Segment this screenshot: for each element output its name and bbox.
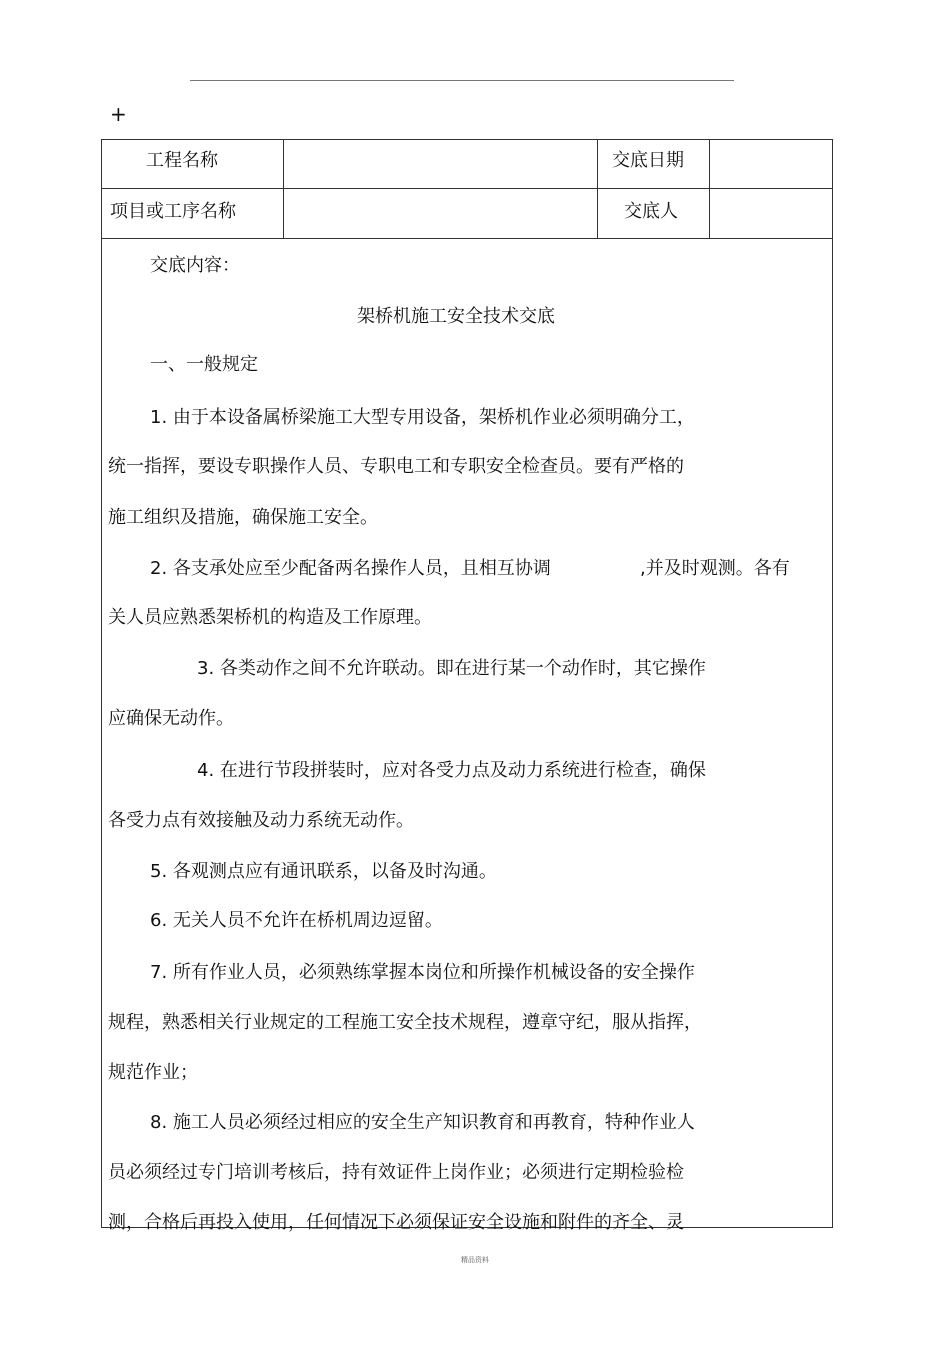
paragraph-line: 2. 各支承处应至少配备两名操作人员，且相互协调 <box>150 558 551 579</box>
paragraph-line: 7. 所有作业人员，必须熟练掌握本岗位和所操作机械设备的安全操作 <box>150 962 695 983</box>
paragraph-line: ,并及时观测。各有 <box>640 558 790 579</box>
paragraph-line: 关人员应熟悉架桥机的构造及工作原理。 <box>108 607 432 628</box>
process-name-label: 项目或工序名称 <box>110 201 236 222</box>
paragraph-line: 3. 各类动作之间不允许联动。即在进行某一个动作时，其它操作 <box>197 658 706 679</box>
paragraph-line: 4. 在进行节段拼装时，应对各受力点及动力系统进行检查，确保 <box>197 760 706 781</box>
paragraph-line: 各受力点有效接触及动力系统无动作。 <box>108 810 414 831</box>
paragraph-line: 施工组织及措施，确保施工安全。 <box>108 507 378 528</box>
paragraph-line: 统一指挥，要设专职操作人员、专职电工和专职安全检查员。要有严格的 <box>108 456 684 477</box>
date-label: 交底日期 <box>612 150 684 171</box>
table-border-left <box>101 139 102 1227</box>
table-border-right <box>832 139 833 1227</box>
content-label: 交底内容： <box>150 255 240 276</box>
table-row-divider-1 <box>101 188 833 189</box>
header-rule <box>190 80 734 81</box>
table-border-top <box>101 139 833 140</box>
footer-note: 精品资料 <box>461 1256 489 1264</box>
paragraph-line: 1. 由于本设备属桥梁施工大型专用设备，架桥机作业必须明确分工， <box>150 407 695 428</box>
table-col-divider-2 <box>597 139 598 238</box>
paragraph-line: 员必须经过专门培训考核后，持有效证件上岗作业；必须进行定期检验检 <box>108 1162 684 1183</box>
paragraph-line: 应确保无动作。 <box>108 708 234 729</box>
paragraph-line: 5. 各观测点应有通讯联系，以备及时沟通。 <box>150 861 497 882</box>
table-col-divider-1 <box>283 139 284 238</box>
paragraph-line: 测，合格后再投入使用，任何情况下必须保证安全设施和附件的齐全、灵 <box>108 1212 684 1233</box>
section-heading: 一、一般规定 <box>150 354 258 375</box>
paragraph-line: 8. 施工人员必须经过相应的安全生产知识教育和再教育，特种作业人 <box>150 1112 695 1133</box>
paragraph-line: 规程，熟悉相关行业规定的工程施工安全技术规程，遵章守纪，服从指挥， <box>108 1012 702 1033</box>
project-name-label: 工程名称 <box>146 150 218 171</box>
table-row-divider-2 <box>101 238 833 239</box>
table-col-divider-3 <box>709 139 710 238</box>
paragraph-line: 规范作业； <box>108 1062 198 1083</box>
plus-mark: + <box>110 102 127 126</box>
paragraph-line: 6. 无关人员不允许在桥机周边逗留。 <box>150 910 443 931</box>
presenter-label: 交底人 <box>624 201 678 222</box>
document-title: 架桥机施工安全技术交底 <box>357 306 555 327</box>
